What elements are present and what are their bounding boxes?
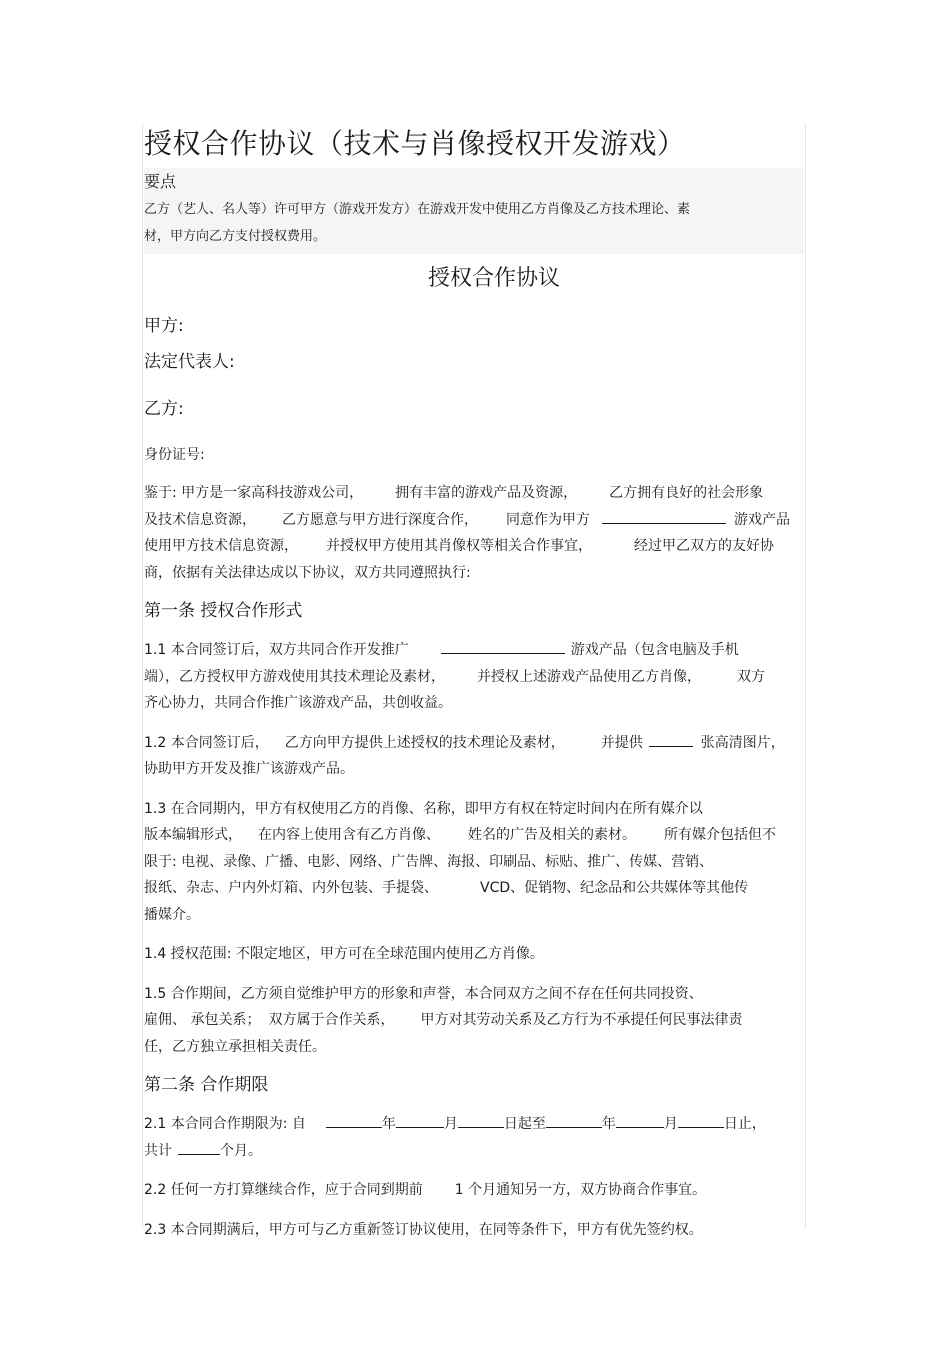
contract-title: 授权合作协议	[427, 266, 560, 291]
id-number-label: 身份证号:	[144, 447, 205, 463]
fill-in-blank-total-months[interactable]	[178, 1140, 220, 1155]
fill-in-blank-end-year[interactable]	[546, 1113, 602, 1128]
text-run: 日起至	[503, 1116, 546, 1132]
text-run: 乙方愿意与甲方进行深度合作，	[282, 511, 478, 528]
clause-line	[144, 1177, 804, 1204]
text-run: 张高清图片，	[700, 734, 785, 751]
fill-in-blank-game-name[interactable]	[602, 509, 726, 524]
text-run: 拥有丰富的游戏产品及资源，	[395, 485, 578, 501]
text-run: 并提供	[600, 734, 643, 751]
summary-line: 乙方（艺人、名人等）许可甲方（游戏开发方）在游戏开发中使用乙方肖像及乙方技术理论、素	[144, 202, 691, 217]
text-run: 所有媒介包括但不	[664, 827, 776, 843]
preamble-line: 商，依据有关法律达成以下协议，双方共同遵照执行:	[144, 564, 471, 581]
summary-heading: 要点	[144, 172, 177, 191]
text-run: 日止，	[723, 1116, 766, 1132]
clause-1-2	[144, 730, 804, 783]
text-run: VCD、促销物、纪念品和公共媒体等其他传	[480, 880, 749, 896]
text-run: 月	[663, 1116, 678, 1132]
text-run: 1.1 本合同签订后，双方共同合作开发推广	[144, 642, 409, 658]
fill-in-blank-start-day[interactable]	[458, 1113, 504, 1128]
page-frame-right	[805, 124, 806, 1228]
clause-line	[144, 1138, 804, 1165]
clause-line: 2.3 本合同期满后，甲方可与乙方重新签订协议使用，在同等条件下，甲方有优先签约权。	[144, 1221, 703, 1238]
party-a-label: 甲方:	[144, 316, 184, 336]
text-run: 1.2 本合同签订后，	[144, 734, 269, 751]
preamble-paragraph	[144, 480, 804, 586]
text-run: 鉴于: 甲方是一家高科技游戏公司，	[144, 485, 364, 501]
text-run: 年	[381, 1116, 396, 1132]
clause-2-1	[144, 1111, 804, 1164]
clause-line: 1.5 合作期间，乙方须自觉维护甲方的形象和声誉，本合同双方之间不存在任何共同投资、	[144, 985, 703, 1002]
clause-2-2	[144, 1177, 804, 1204]
text-run: 姓名的广告及相关的素材。	[468, 827, 636, 843]
text-run: 年	[601, 1116, 616, 1132]
text-run: 甲方对其劳动关系及乙方行为不承提任何民事法律责	[420, 1012, 743, 1028]
clause-line: 齐心协力，共同合作推广该游戏产品，共创收益。	[144, 695, 452, 711]
summary-box	[144, 168, 804, 254]
summary-text	[144, 196, 744, 250]
text-run: 双方属于合作关系，	[268, 1012, 395, 1028]
text-run: 双方	[737, 668, 765, 685]
text-run: 个月。	[220, 1142, 262, 1159]
clause-line: 任，乙方独立承担相关责任。	[144, 1038, 326, 1055]
text-run: 2.1 本合同合作期限为: 自	[144, 1116, 306, 1132]
clause-line	[144, 1007, 804, 1034]
article-1-heading: 第一条 授权合作形式	[144, 601, 303, 621]
clause-line: 1.4 授权范围: 不限定地区，甲方可在全球范围内使用乙方肖像。	[144, 946, 544, 962]
document-content	[144, 124, 804, 1243]
text-run: 及技术信息资源，	[144, 511, 256, 528]
text-run: 端），乙方授权甲方游戏使用其技术理论及素材，	[144, 668, 445, 685]
text-run: 乙方向甲方提供上述授权的技术理论及素材，	[284, 734, 565, 751]
text-run: 共计	[144, 1142, 172, 1159]
text-run: 同意作为甲方	[506, 511, 590, 528]
text-run: 版本编辑形式，	[144, 827, 242, 843]
fill-in-blank-start-month[interactable]	[396, 1113, 444, 1128]
clause-line: 限于: 电视、录像、广播、电影、网络、广告牌、海报、印刷品、标贴、推广、传媒、营销、	[144, 853, 714, 870]
text-run: 在内容上使用含有乙方肖像、	[258, 827, 440, 843]
clause-line	[144, 875, 804, 902]
fill-in-blank-start-year[interactable]	[326, 1113, 382, 1128]
clause-1-3	[144, 796, 804, 929]
text-run: 报纸、杂志、户内外灯箱、内外包装、手提袋、	[144, 880, 438, 896]
text-run: 月	[443, 1116, 458, 1132]
legal-rep-label: 法定代表人:	[144, 352, 235, 372]
clause-line	[144, 637, 804, 664]
fill-in-blank-game-name[interactable]	[441, 639, 565, 654]
preamble-line	[144, 507, 804, 534]
clause-line: 1.3 在合同期内，甲方有权使用乙方的肖像、名称，即甲方有权在特定时间内在所有媒介以	[144, 800, 703, 817]
text-run: 2.2 任何一方打算继续合作，应于合同到期前	[144, 1182, 423, 1198]
clause-line	[144, 730, 804, 757]
fill-in-blank-end-month[interactable]	[616, 1113, 664, 1128]
preamble-line	[144, 480, 804, 507]
party-b-label: 乙方:	[144, 399, 184, 419]
text-run: 游戏产品	[734, 511, 790, 528]
clause-1-4	[144, 941, 804, 968]
text-run: 雇佣、 承包关系；	[144, 1012, 261, 1028]
page-frame-left	[142, 124, 143, 1228]
text-run: 1 个月通知另一方，双方协商合作事宜。	[454, 1182, 707, 1198]
clause-line: 播媒介。	[144, 906, 200, 923]
fill-in-blank-end-day[interactable]	[678, 1113, 724, 1128]
article-2-heading: 第二条 合作期限	[144, 1075, 269, 1095]
summary-line: 材，甲方向乙方支付授权费用。	[144, 229, 327, 244]
clause-line	[144, 664, 804, 691]
text-run: 游戏产品（包含电脑及手机	[570, 642, 739, 658]
text-run: 乙方拥有良好的社会形象	[609, 485, 764, 501]
preamble-line	[144, 533, 804, 560]
text-run: 经过甲乙双方的友好协	[634, 538, 774, 554]
text-run: 使用甲方技术信息资源，	[144, 538, 298, 554]
text-run: 并授权甲方使用其肖像权等相关合作事宜，	[326, 538, 592, 554]
fill-in-blank-image-count[interactable]	[649, 732, 693, 747]
text-run: 并授权上述游戏产品使用乙方肖像，	[477, 668, 701, 685]
clause-line	[144, 1111, 804, 1138]
clause-2-3	[144, 1217, 804, 1244]
clause-line	[144, 822, 804, 849]
clause-1-1	[144, 637, 804, 717]
clause-1-5	[144, 981, 804, 1061]
clause-line: 协助甲方开发及推广该游戏产品。	[144, 761, 354, 777]
document-title: 授权合作协议（技术与肖像授权开发游戏）	[144, 127, 686, 160]
